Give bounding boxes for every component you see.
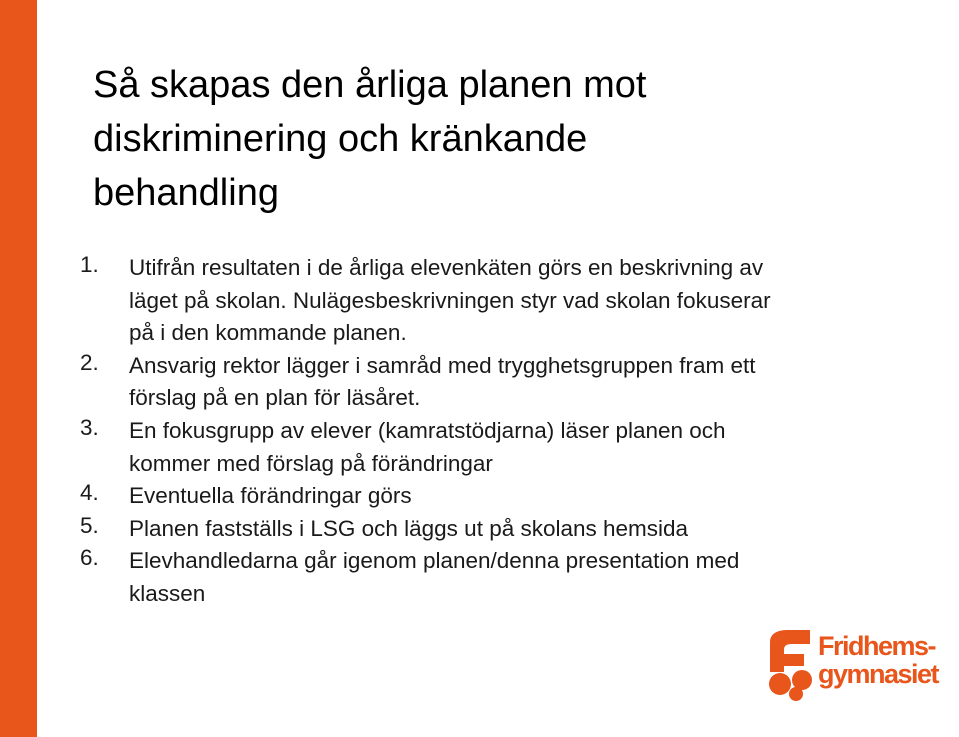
step-item [80,350,910,415]
title-line: diskriminering och kränkande [93,118,588,160]
step-item [80,513,910,546]
step-number: 2. [80,349,99,375]
school-logo [766,628,959,702]
step-number: 4. [80,480,99,506]
step-item [80,252,910,350]
title-line: behandling [93,172,279,214]
slide-title [93,58,853,220]
step-line: Planen fastställs i LSG och läggs ut på skolans hemsida [129,515,689,541]
step-line: på i den kommande planen. [129,320,407,346]
logo-text-line2: gymnasiet [818,659,939,689]
step-text [129,252,910,350]
step-text [129,545,910,610]
step-text [129,415,910,480]
step-number: 5. [80,512,99,538]
fridhems-logo-mark-icon [766,628,816,702]
step-number: 1. [80,252,99,277]
step-text [129,513,910,546]
step-line: Utifrån resultaten i de årliga elevenkäten görs en beskrivning av [129,255,764,280]
step-line: En fokusgrupp av elever (kamratstödjarna) läser planen och [129,417,726,443]
step-item [80,480,910,513]
step-line: Ansvarig rektor lägger i samråd med trygghetsgruppen fram ett [129,352,756,378]
step-text [129,480,910,513]
steps-list [80,252,910,611]
step-line: Elevhandledarna går igenom planen/denna presentation med [129,548,740,574]
title-line: Så skapas den årliga planen mot [93,64,647,106]
step-number: 3. [80,414,99,440]
step-line: förslag på en plan för läsåret. [129,385,421,411]
step-item [80,415,910,480]
step-line: Eventuella förändringar görs [129,483,412,509]
accent-bar [0,0,37,737]
step-number: 6. [80,545,99,571]
step-line: kommer med förslag på förändringar [129,450,493,476]
step-line: klassen [129,580,206,606]
step-line: läget på skolan. Nulägesbeskrivningen styr vad skolan fokuserar [129,287,771,313]
logo-text-line1: Fridhems- [818,631,936,661]
step-item [80,545,910,610]
step-text [129,350,910,415]
